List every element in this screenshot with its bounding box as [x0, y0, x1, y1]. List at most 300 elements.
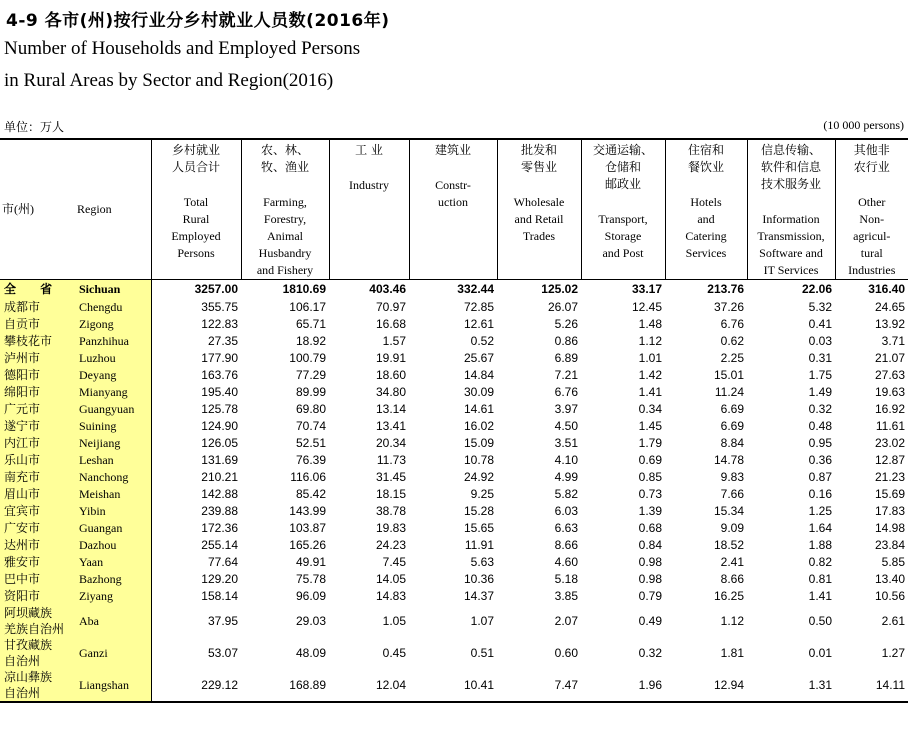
value-cell-col-4: 10.41 [409, 669, 497, 702]
value-cell-col-7: 12.94 [665, 669, 747, 702]
value-cell-col-8: 0.48 [808, 419, 832, 433]
header-col-2-en: Farming, Forestry, Animal Husbandry and Fishery [256, 195, 314, 277]
value-cell-col-6: 33.17 [631, 282, 662, 296]
value-cell-col-7: 9.83 [720, 470, 744, 484]
table-body [0, 280, 908, 703]
value-cell-col-8: 0.31 [808, 351, 832, 365]
table-row [0, 605, 908, 637]
unit-label-en: (10 000 persons) [823, 118, 904, 132]
value-cell-col-2: 18.92 [295, 334, 326, 348]
value-cell-col-4: 14.84 [463, 368, 494, 382]
value-cell-col-9: 10.56 [874, 589, 905, 603]
value-cell-col-6: 12.45 [631, 300, 662, 314]
header-col-3 [329, 139, 409, 280]
value-cell-col-6: 0.98 [638, 555, 662, 569]
value-cell-col-9: 16.92 [874, 402, 905, 416]
value-cell-col-1: 355.75 [201, 300, 238, 314]
header-col-7-en: Hotels and Catering Services [685, 195, 727, 260]
value-cell-col-8: 0.41 [808, 317, 832, 331]
region-name-en: Ganzi [75, 637, 151, 669]
value-cell-col-5: 6.89 [554, 351, 578, 365]
region-name-en: Mianyang [75, 384, 151, 401]
value-cell-col-7: 6.76 [720, 317, 744, 331]
value-cell-col-4: 15.28 [463, 504, 494, 518]
value-cell-col-6: 0.34 [638, 402, 662, 416]
value-cell-col-1: 210.21 [201, 470, 238, 484]
value-cell-col-9: 19.63 [874, 385, 905, 399]
region-name-en: Leshan [75, 452, 151, 469]
value-cell-col-2: 52.51 [295, 436, 326, 450]
table-row [0, 469, 908, 486]
value-cell-col-7: 0.62 [720, 334, 744, 348]
value-cell-col-1: 172.36 [201, 521, 238, 535]
value-cell-col-9: 13.92 [874, 317, 905, 331]
value-cell-col-1: 122.83 [201, 317, 238, 331]
table-row [0, 299, 908, 316]
value-cell-col-8: 1.41 [808, 589, 832, 603]
value-cell-col-7: 37.26 [713, 300, 744, 314]
value-cell-col-9: 1.27 [881, 645, 905, 660]
value-cell-col-1: 158.14 [201, 589, 238, 603]
value-cell-col-3: 16.68 [375, 317, 406, 331]
table-row [0, 401, 908, 418]
value-cell-col-6: 1.39 [638, 504, 662, 518]
value-cell-col-1: 3257.00 [194, 282, 238, 296]
value-cell-col-3: 13.14 [375, 402, 406, 416]
value-cell-col-3: 19.91 [375, 351, 406, 365]
header-col-6 [581, 139, 665, 280]
value-cell-col-2: 75.78 [295, 572, 326, 586]
value-cell-col-3: 11.73 [376, 453, 406, 467]
table-row [0, 418, 908, 435]
value-cell-col-2: 89.99 [295, 385, 326, 399]
region-name-en: Zigong [75, 316, 151, 333]
value-cell-col-3: 14.05 [375, 572, 406, 586]
value-cell-col-7: 9.09 [720, 521, 744, 535]
region-name-en: Yibin [75, 503, 151, 520]
value-cell-col-3: 24.23 [375, 538, 406, 552]
value-cell-col-8: 1.75 [808, 368, 832, 382]
region-name-en: Deyang [75, 367, 151, 384]
table-row [0, 350, 908, 367]
region-name-cn: 遂宁市 [0, 418, 75, 435]
region-name-cn: 乐山市 [0, 452, 75, 469]
value-cell-col-1: 27.35 [207, 334, 238, 348]
value-cell-col-3: 14.83 [375, 589, 406, 603]
region-name-en: Nanchong [75, 469, 151, 486]
value-cell-col-6: 1.79 [638, 436, 662, 450]
region-name-en: Bazhong [75, 571, 151, 588]
value-cell-col-7: 15.01 [713, 368, 744, 382]
region-name-en: Suining [75, 418, 151, 435]
region-name-cn: 达州市 [0, 537, 75, 554]
value-cell-col-6: 0.49 [638, 613, 662, 628]
value-cell-col-7: 16.25 [713, 589, 744, 603]
value-cell-col-1: 124.90 [201, 419, 238, 433]
value-cell-col-4: 16.02 [463, 419, 494, 433]
region-name-en: Sichuan [75, 280, 151, 300]
region-name-cn: 阿坝藏族 羌族自治州 [0, 605, 75, 637]
value-cell-col-3: 13.41 [375, 419, 406, 433]
value-cell-col-5: 0.86 [554, 334, 578, 348]
value-cell-col-7: 14.78 [713, 453, 744, 467]
header-col-8-en: Information Transmission, Software and IT Services [757, 212, 825, 277]
value-cell-col-1: 163.76 [201, 368, 238, 382]
page-title-en-line2: in Rural Areas by Sector and Region(2016) [4, 70, 334, 91]
header-col-5-en: Wholesale and Retail Trades [513, 195, 565, 243]
value-cell-col-7: 213.76 [707, 282, 744, 296]
region-name-en: Guangan [75, 520, 151, 537]
value-cell-col-7: 8.84 [720, 436, 744, 450]
header-col-6-en: Transport, Storage and Post [598, 212, 648, 260]
header-col-4-en: Constr- uction [435, 178, 471, 209]
value-cell-col-3: 31.45 [375, 470, 406, 484]
value-cell-col-8: 22.06 [801, 282, 832, 296]
value-cell-col-2: 116.06 [290, 470, 326, 484]
region-name-cn: 内江市 [0, 435, 75, 452]
value-cell-col-3: 1.57 [382, 334, 406, 348]
value-cell-col-7: 11.24 [714, 385, 744, 399]
value-cell-col-7: 2.41 [720, 555, 744, 569]
table-row [0, 537, 908, 554]
value-cell-col-2: 85.42 [295, 487, 326, 501]
value-cell-col-5: 8.66 [554, 538, 578, 552]
value-cell-col-6: 0.79 [638, 589, 662, 603]
value-cell-col-8: 0.81 [808, 572, 832, 586]
header-col-3-en: Industry [349, 178, 389, 192]
value-cell-col-5: 3.85 [554, 589, 578, 603]
value-cell-col-5: 2.07 [554, 613, 578, 628]
value-cell-col-4: 332.44 [457, 282, 494, 296]
header-col-8 [747, 139, 835, 280]
value-cell-col-8: 1.25 [808, 504, 832, 518]
value-cell-col-8: 0.95 [808, 436, 832, 450]
value-cell-col-9: 27.63 [874, 368, 905, 382]
region-name-en: Yaan [75, 554, 151, 571]
value-cell-col-1: 255.14 [201, 538, 238, 552]
value-cell-col-7: 1.81 [720, 645, 744, 660]
value-cell-col-1: 177.90 [201, 351, 238, 365]
header-region-cn: 市(州) [0, 139, 75, 280]
value-cell-col-9: 24.65 [874, 300, 905, 314]
value-cell-col-8: 5.32 [808, 300, 832, 314]
value-cell-col-3: 1.05 [382, 613, 406, 628]
header-col-5 [497, 139, 581, 280]
value-cell-col-4: 30.09 [463, 385, 494, 399]
header-col-1 [151, 139, 241, 280]
region-name-en: Chengdu [75, 299, 151, 316]
value-cell-col-9: 17.83 [874, 504, 905, 518]
value-cell-col-3: 0.45 [382, 645, 406, 660]
value-cell-col-6: 1.96 [581, 669, 665, 702]
value-cell-col-4: 24.92 [463, 470, 494, 484]
value-cell-col-2: 69.80 [295, 402, 326, 416]
value-cell-col-6: 1.12 [638, 334, 662, 348]
region-name-cn: 巴中市 [0, 571, 75, 588]
value-cell-col-4: 15.09 [463, 436, 494, 450]
value-cell-col-4: 12.61 [463, 317, 494, 331]
value-cell-col-6: 0.84 [638, 538, 662, 552]
value-cell-col-9: 3.71 [881, 334, 905, 348]
value-cell-col-4: 9.25 [470, 487, 494, 501]
value-cell-col-8: 0.36 [808, 453, 832, 467]
value-cell-col-8: 0.87 [808, 470, 832, 484]
region-name-cn: 绵阳市 [0, 384, 75, 401]
value-cell-col-1: 125.78 [201, 402, 238, 416]
value-cell-col-4: 0.51 [470, 645, 494, 660]
header-col-3-cn: 工 业 [355, 143, 383, 157]
value-cell-col-3: 18.15 [375, 487, 406, 501]
region-name-cn: 凉山彝族 自治州 [0, 669, 75, 702]
region-name-en: Neijiang [75, 435, 151, 452]
region-name-cn: 资阳市 [0, 588, 75, 605]
value-cell-col-1: 131.69 [201, 453, 238, 467]
value-cell-col-7: 1.12 [720, 613, 744, 628]
value-cell-col-9: 23.02 [874, 436, 905, 450]
value-cell-col-5: 4.99 [554, 470, 578, 484]
value-cell-col-3: 12.04 [329, 669, 409, 702]
value-cell-col-5: 3.51 [554, 436, 578, 450]
value-cell-col-8: 1.88 [808, 538, 832, 552]
value-cell-col-6: 0.85 [638, 470, 662, 484]
data-table [0, 138, 908, 703]
value-cell-col-7: 2.25 [720, 351, 744, 365]
table-header-row [0, 139, 908, 280]
region-name-cn: 攀枝花市 [0, 333, 75, 350]
value-cell-col-7: 15.34 [713, 504, 744, 518]
value-cell-col-3: 20.34 [375, 436, 406, 450]
table-row [0, 637, 908, 669]
value-cell-col-2: 65.71 [295, 317, 326, 331]
value-cell-col-4: 0.52 [470, 334, 494, 348]
value-cell-col-5: 4.10 [554, 453, 578, 467]
region-name-cn: 成都市 [0, 299, 75, 316]
value-cell-col-6: 0.69 [638, 453, 662, 467]
value-cell-col-2: 165.26 [289, 538, 326, 552]
value-cell-col-8: 0.82 [808, 555, 832, 569]
value-cell-col-7: 7.66 [720, 487, 744, 501]
header-col-2 [241, 139, 329, 280]
table-row [0, 554, 908, 571]
value-cell-col-8: 1.31 [747, 669, 835, 702]
value-cell-col-7: 8.66 [720, 572, 744, 586]
value-cell-col-2: 168.89 [241, 669, 329, 702]
value-cell-col-5: 125.02 [541, 282, 578, 296]
value-cell-col-3: 403.46 [369, 282, 406, 296]
value-cell-col-1: 195.40 [201, 385, 238, 399]
region-name-cn: 雅安市 [0, 554, 75, 571]
region-name-cn: 宜宾市 [0, 503, 75, 520]
value-cell-col-5: 6.76 [554, 385, 578, 399]
unit-label-cn: 单位：万人 [4, 120, 65, 134]
value-cell-col-6: 0.98 [638, 572, 662, 586]
table-row [0, 435, 908, 452]
value-cell-col-5: 5.18 [554, 572, 578, 586]
value-cell-col-5: 0.60 [554, 645, 578, 660]
value-cell-col-1: 126.05 [201, 436, 238, 450]
header-col-4-cn: 建筑业 [434, 143, 471, 157]
value-cell-col-9: 15.69 [874, 487, 905, 501]
value-cell-col-5: 4.60 [554, 555, 578, 569]
value-cell-col-2: 49.91 [295, 555, 326, 569]
value-cell-col-6: 0.73 [638, 487, 662, 501]
header-col-1-cn: 乡村就业 人员合计 [171, 143, 220, 174]
header-col-7 [665, 139, 747, 280]
value-cell-col-4: 10.36 [463, 572, 494, 586]
value-cell-col-3: 7.45 [382, 555, 406, 569]
region-name-cn: 甘孜藏族 自治州 [0, 637, 75, 669]
value-cell-col-3: 70.97 [375, 300, 406, 314]
table-row [0, 486, 908, 503]
value-cell-col-1: 129.20 [201, 572, 238, 586]
region-name-cn: 南充市 [0, 469, 75, 486]
region-name-cn: 自贡市 [0, 316, 75, 333]
header-col-6-cn: 交通运输、 仓储和 邮政业 [592, 143, 653, 191]
value-cell-col-6: 0.32 [638, 645, 662, 660]
value-cell-col-8: 0.03 [808, 334, 832, 348]
value-cell-col-6: 1.01 [638, 351, 662, 365]
value-cell-col-9: 14.98 [874, 521, 905, 535]
value-cell-col-6: 1.41 [638, 385, 662, 399]
value-cell-col-5: 5.82 [554, 487, 578, 501]
region-name-cn: 德阳市 [0, 367, 75, 384]
value-cell-col-8: 0.50 [808, 613, 832, 628]
value-cell-col-7: 18.52 [713, 538, 744, 552]
value-cell-col-9: 23.84 [874, 538, 905, 552]
region-name-cn: 泸州市 [0, 350, 75, 367]
region-name-cn: 广元市 [0, 401, 75, 418]
region-name-en: Aba [75, 605, 151, 637]
region-name-cn: 广安市 [0, 520, 75, 537]
table-row [0, 669, 908, 702]
table-row [0, 571, 908, 588]
table-row [0, 503, 908, 520]
value-cell-col-9: 21.07 [874, 351, 905, 365]
value-cell-col-1: 142.88 [201, 487, 238, 501]
value-cell-col-2: 1810.69 [282, 282, 326, 296]
value-cell-col-5: 6.63 [554, 521, 578, 535]
value-cell-col-9: 11.61 [875, 419, 905, 433]
value-cell-col-2: 106.17 [289, 300, 326, 314]
header-col-2-cn: 农、林、 牧、渔业 [260, 143, 309, 174]
header-col-5-cn: 批发和 零售业 [520, 143, 557, 174]
table-row [0, 367, 908, 384]
value-cell-col-9: 5.85 [881, 555, 905, 569]
value-cell-col-5: 6.03 [554, 504, 578, 518]
value-cell-col-6: 0.68 [638, 521, 662, 535]
value-cell-col-4: 14.61 [463, 402, 494, 416]
value-cell-col-4: 5.63 [470, 555, 494, 569]
value-cell-col-1: 53.07 [207, 645, 238, 660]
value-cell-col-2: 70.74 [295, 419, 326, 433]
value-cell-col-8: 1.49 [808, 385, 832, 399]
value-cell-col-2: 48.09 [295, 645, 326, 660]
value-cell-col-1: 239.88 [201, 504, 238, 518]
value-cell-col-5: 26.07 [547, 300, 578, 314]
page-title-cn: 4-9 各市(州)按行业分乡村就业人员数(2016年) [6, 11, 390, 31]
value-cell-col-7: 6.69 [720, 402, 744, 416]
value-cell-col-6: 1.45 [638, 419, 662, 433]
table-row [0, 520, 908, 537]
value-cell-col-9: 2.61 [881, 613, 905, 628]
value-cell-col-2: 77.29 [295, 368, 326, 382]
value-cell-col-9: 21.23 [874, 470, 905, 484]
value-cell-col-8: 0.32 [808, 402, 832, 416]
value-cell-col-7: 6.69 [720, 419, 744, 433]
value-cell-col-6: 1.42 [638, 368, 662, 382]
table-row [0, 333, 908, 350]
value-cell-col-9: 316.40 [868, 282, 905, 296]
value-cell-col-1: 77.64 [207, 555, 238, 569]
region-name-en: Panzhihua [75, 333, 151, 350]
region-name-en: Guangyuan [75, 401, 151, 418]
value-cell-col-2: 76.39 [295, 453, 326, 467]
value-cell-col-3: 19.83 [375, 521, 406, 535]
header-region-en: Region [75, 139, 151, 280]
value-cell-col-3: 18.60 [375, 368, 406, 382]
value-cell-col-2: 143.99 [289, 504, 326, 518]
value-cell-col-5: 7.47 [497, 669, 581, 702]
value-cell-col-4: 72.85 [463, 300, 494, 314]
value-cell-col-5: 3.97 [554, 402, 578, 416]
value-cell-col-9: 14.11 [835, 669, 908, 702]
value-cell-col-6: 1.48 [638, 317, 662, 331]
value-cell-col-2: 100.79 [289, 351, 326, 365]
region-name-en: Luzhou [75, 350, 151, 367]
value-cell-col-8: 1.64 [808, 521, 832, 535]
value-cell-col-5: 5.26 [554, 317, 578, 331]
header-col-1-en: Total Rural Employed Persons [171, 195, 221, 260]
region-name-en: Ziyang [75, 588, 151, 605]
header-col-9-en: Other Non- agricul- tural Industries [848, 195, 896, 277]
header-col-7-cn: 住宿和 餐饮业 [687, 143, 724, 174]
value-cell-col-4: 1.07 [470, 613, 494, 628]
table-row [0, 316, 908, 333]
value-cell-col-4: 10.78 [463, 453, 494, 467]
header-col-8-cn: 信息传输、 软件和信息 技术服务业 [760, 143, 821, 191]
table-row-total [0, 280, 908, 300]
table-row [0, 588, 908, 605]
header-col-9 [835, 139, 908, 280]
page-title-en-line1: Number of Households and Employed Persons [4, 38, 361, 59]
value-cell-col-2: 96.09 [295, 589, 326, 603]
value-cell-col-2: 103.87 [289, 521, 326, 535]
table-row [0, 384, 908, 401]
region-name-en: Dazhou [75, 537, 151, 554]
header-col-9-cn: 其他非 农行业 [853, 143, 890, 174]
value-cell-col-4: 15.65 [463, 521, 494, 535]
value-cell-col-4: 11.91 [464, 538, 494, 552]
value-cell-col-3: 34.80 [375, 385, 406, 399]
region-name-en: Liangshan [75, 669, 151, 702]
value-cell-col-1: 229.12 [151, 669, 241, 702]
value-cell-col-8: 0.16 [808, 487, 832, 501]
region-name-cn: 全 省 [0, 280, 75, 300]
value-cell-col-9: 12.87 [874, 453, 905, 467]
value-cell-col-3: 38.78 [375, 504, 406, 518]
value-cell-col-9: 13.40 [874, 572, 905, 586]
region-name-en: Meishan [75, 486, 151, 503]
value-cell-col-2: 29.03 [295, 613, 326, 628]
value-cell-col-5: 7.21 [554, 368, 578, 382]
header-col-4 [409, 139, 497, 280]
value-cell-col-8: 0.01 [808, 645, 832, 660]
region-name-cn: 眉山市 [0, 486, 75, 503]
value-cell-col-4: 14.37 [463, 589, 494, 603]
value-cell-col-1: 37.95 [207, 613, 238, 628]
table-row [0, 452, 908, 469]
value-cell-col-5: 4.50 [554, 419, 578, 433]
